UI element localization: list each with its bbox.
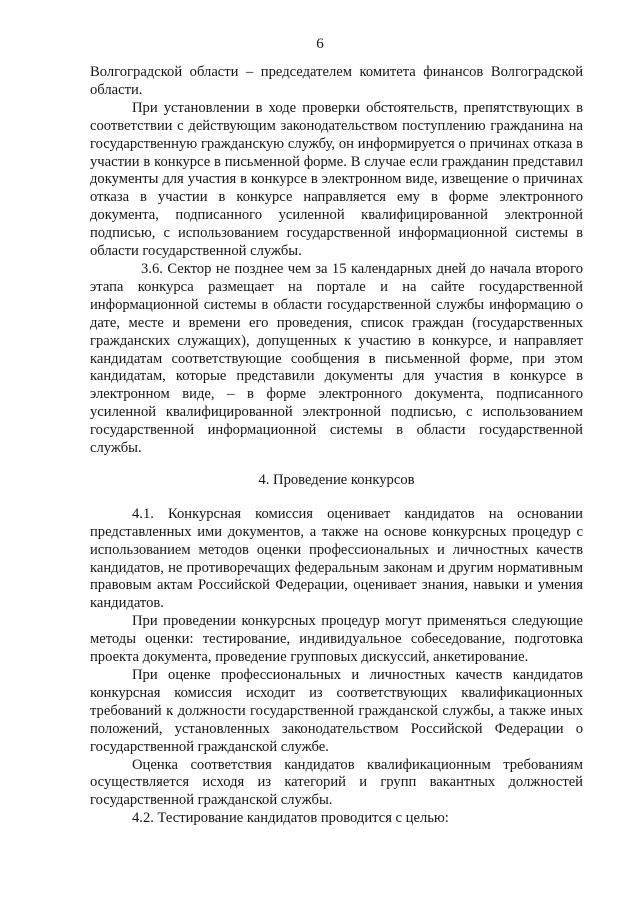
section-heading: 4. Проведение конкурсов: [258, 471, 415, 488]
paragraph-qualification: Оценка соответствия кандидатов квалификационным требованиям осуществляется исходя из категорий и групп вакантных должностей государственной гражданской службы.: [90, 756, 583, 809]
paragraph-assessment: При оценке профессиональных и личностных качеств кандидатов конкурсная комиссия исходит из соответствующих квалификационных требований к должности государственной гражданской службы, а также иных положений, установленных законодательством Российской Федерации о государственной гражданской службе.: [90, 667, 583, 755]
paragraph-continuation: Волгоградской области – председателем комитета финансов Волгоградской области.: [90, 64, 583, 98]
paragraph-refusal-notice: При установлении в ходе проверки обстоятельств, препятствующих в соответствии с действующим законодательством поступлению гражданина на государственную гражданскую службу, он информируется о причинах отказа в участии в конкурсе в письменной форме. В случае если гражданин представил документы для участия в конкурсе в электронном виде, извещение о причинах отказа в участии в конкурсе направляется ему в форме электронного документа, подписанного усиленной квалифицированной электронной подписью, с использованием государственной информационной системы в области государственной службы.: [90, 99, 583, 260]
paragraph-4-1: 4.1. Конкурсная комиссия оценивает кандидатов на основании представленных ими документов, а также на основе конкурсных процедур с использованием методов оценки профессиональных и личностных качеств кандидатов, не противоречащих федеральным законам и другим нормативным правовым актам Российской Федерации, оценивает знания, навыки и умения кандидатов.: [90, 505, 583, 612]
paragraph-4-2: 4.2. Тестирование кандидатов проводится с целью:: [132, 810, 449, 827]
paragraph-methods: При проведении конкурсных процедур могут применяться следующие методы оценки: тестирование, индивидуальное собеседование, подготовка проекта документа, проведение групповых дискуссий, анкетирование.: [90, 613, 583, 666]
paragraph-3-6: 3.6. Сектор не позднее чем за 15 календарных дней до начала второго этапа конкурса размещает на портале и на сайте государственной информационной системы в области государственной службы информацию о дате, месте и времени его проведения, список граждан (государственных гражданских служащих), допущенных к участию в конкурсе, и направляет кандидатам соответствующие сообщения в письменной форме, при этом кандидатам, которые представили документы для участия в конкурсе в электронном виде, – в форме электронного документа, подписанного усиленной квалифицированной электронной подписью, с использованием государственной информационной системы в области государственной службы.: [90, 260, 583, 457]
page-number: 6: [316, 36, 324, 52]
document-body: [90, 64, 583, 828]
